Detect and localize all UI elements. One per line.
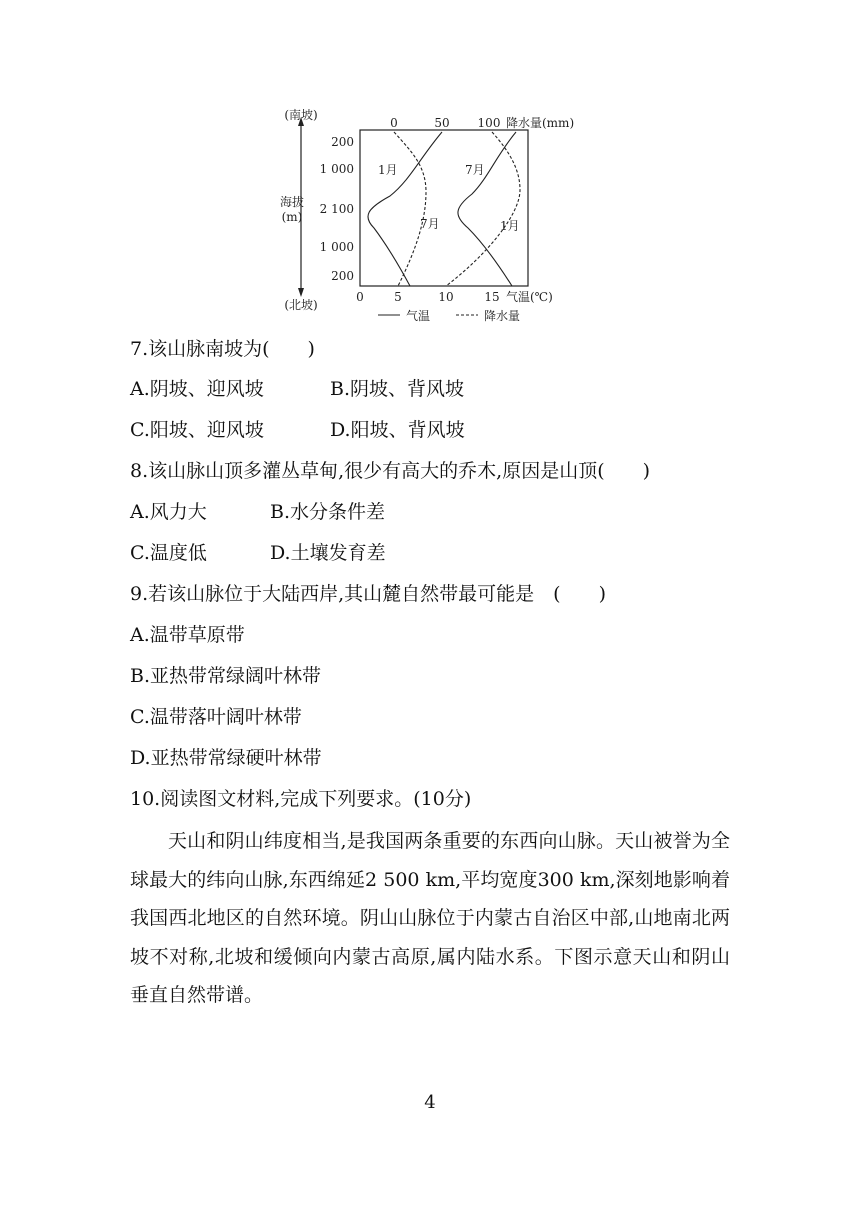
precip-curve-jul-left bbox=[394, 132, 426, 286]
question-8-option-a: A.风力大 bbox=[130, 501, 207, 523]
question-8-option-c: C.温度低 bbox=[130, 542, 207, 564]
north-slope-label: (北坡) bbox=[284, 298, 318, 312]
y-tick-label: 1 000 bbox=[319, 162, 354, 176]
temp-tick-label: 15 bbox=[484, 290, 500, 304]
axis-arrow-down bbox=[298, 288, 304, 297]
precip-tick-label: 50 bbox=[434, 116, 450, 130]
question-7-option-d: D.阳坡、背风坡 bbox=[330, 419, 465, 441]
temp-axis-unit: 气温(℃) bbox=[506, 290, 553, 304]
page-number: 4 bbox=[424, 1092, 436, 1113]
temp-curve-jul-right bbox=[458, 132, 516, 286]
question-7-stem: 7.该山脉南坡为( ) bbox=[130, 338, 315, 360]
curve-label-jan: 1月 bbox=[500, 219, 520, 233]
precip-axis-unit: 降水量(mm) bbox=[506, 116, 575, 130]
altitude-unit: (m) bbox=[281, 210, 303, 224]
question-7-option-a: A.阴坡、迎风坡 bbox=[130, 378, 264, 400]
question-8-option-b: B.水分条件差 bbox=[270, 501, 386, 523]
curve-label-jul: 7月 bbox=[420, 217, 440, 231]
precip-tick-label: 0 bbox=[390, 116, 398, 130]
precip-tick-label: 100 bbox=[477, 116, 501, 130]
y-tick-label: 1 000 bbox=[319, 240, 354, 254]
climate-chart bbox=[270, 100, 600, 330]
plot-frame bbox=[360, 130, 528, 286]
temp-tick-label: 0 bbox=[356, 290, 364, 304]
question-9-option-d: D.亚热带常绿硬叶林带 bbox=[130, 747, 322, 769]
question-9-option-a: A.温带草原带 bbox=[130, 624, 245, 646]
question-7-option-b: B.阴坡、背风坡 bbox=[330, 378, 465, 400]
question-10-stem: 10.阅读图文材料,完成下列要求。(10分) bbox=[130, 788, 472, 810]
question-10-material: 天山和阴山纬度相当,是我国两条重要的东西向山脉。天山被誉为全球最大的纬向山脉,东西绵延2 500 km,平均宽度300 km,深刻地影响着我国西北地区的自然环境。阴山山脉位于内蒙古自治区中部,山地南北两坡不对称,北坡和缓倾向内蒙古高原,属内陆水系。下图示意天山和阴山垂直自然带谱。 bbox=[130, 830, 730, 1006]
precip-curve-jan-right bbox=[446, 132, 520, 286]
y-tick-label: 200 bbox=[331, 135, 354, 149]
south-slope-label: (南坡) bbox=[284, 108, 318, 122]
question-9-option-b: B.亚热带常绿阔叶林带 bbox=[130, 665, 322, 687]
y-tick-label: 2 100 bbox=[319, 202, 354, 216]
temp-curve-jan-left bbox=[368, 132, 442, 286]
curve-label-jan: 1月 bbox=[378, 163, 398, 177]
legend-precip-label: 降水量 bbox=[484, 309, 521, 323]
question-9-option-c: C.温带落叶阔叶林带 bbox=[130, 706, 302, 728]
question-7-option-c: C.阳坡、迎风坡 bbox=[130, 419, 264, 441]
y-tick-label: 200 bbox=[331, 269, 354, 283]
temp-tick-label: 10 bbox=[438, 290, 454, 304]
temp-tick-label: 5 bbox=[394, 290, 402, 304]
altitude-label: 海拔 bbox=[279, 195, 305, 209]
curve-label-jul: 7月 bbox=[465, 163, 485, 177]
altitude-climate-figure bbox=[270, 100, 600, 330]
question-9-stem: 9.若该山脉位于大陆西岸,其山麓自然带最可能是 ( ) bbox=[130, 583, 606, 605]
question-8-stem: 8.该山脉山顶多灌丛草甸,很少有高大的乔木,原因是山顶( ) bbox=[130, 460, 651, 482]
question-8-option-d: D.土壤发育差 bbox=[270, 542, 386, 564]
legend-temp-label: 气温 bbox=[406, 309, 431, 323]
